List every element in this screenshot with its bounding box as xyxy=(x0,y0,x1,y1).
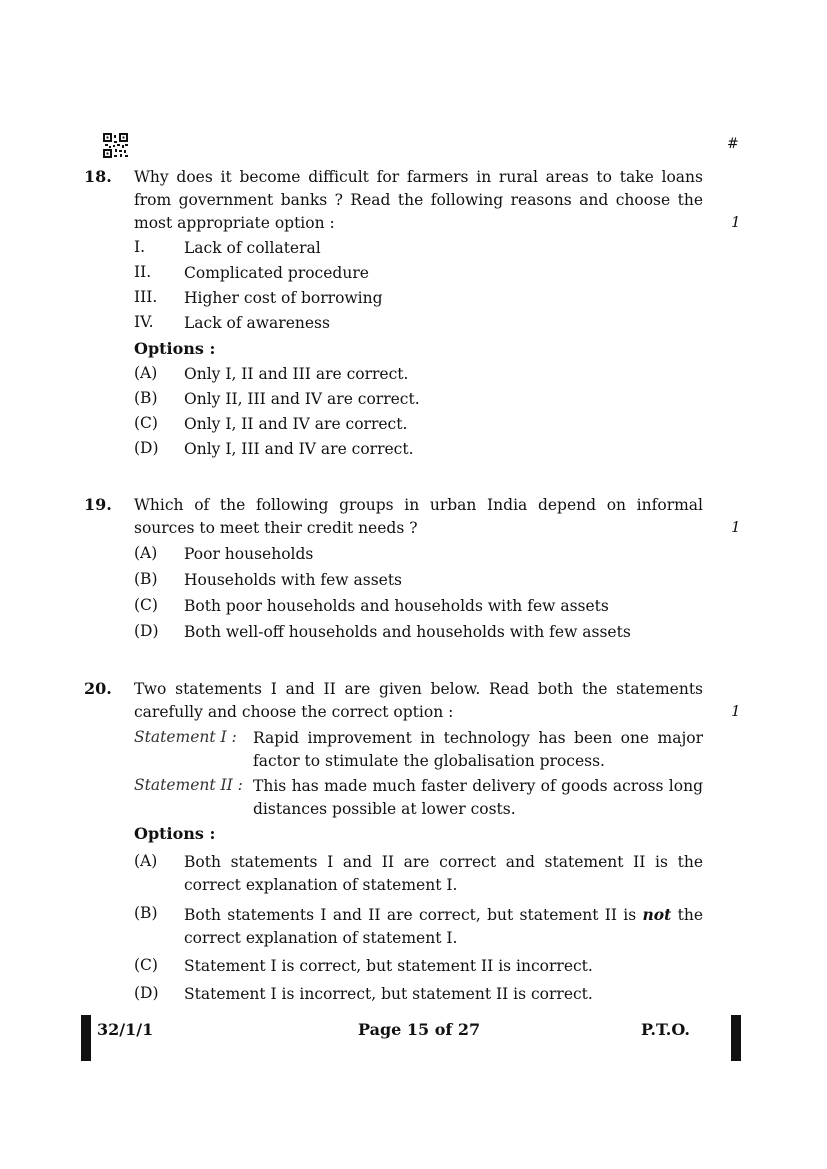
statement-text: This has made much faster delivery of goods across long distances possible at lower costs. xyxy=(253,777,703,818)
emphasis-not: not xyxy=(642,905,672,924)
option-text: Statement I is correct, but statement II is incorrect. xyxy=(184,957,593,975)
question-marks: 1 xyxy=(731,518,741,536)
question-number: 20. xyxy=(84,679,112,698)
options-heading: Options : xyxy=(134,824,216,843)
page-marker: # xyxy=(727,136,739,152)
option-text: Only II, III and IV are correct. xyxy=(184,390,420,408)
option-text: Only I, II and IV are correct. xyxy=(184,415,408,433)
option-label: (C) xyxy=(134,414,158,432)
reason-text: Lack of collateral xyxy=(184,239,321,257)
option-label: (C) xyxy=(134,596,158,614)
statement-text: Rapid improvement in technology has been one major factor to stimulate the globalisation process. xyxy=(253,729,703,770)
reason-label: II. xyxy=(134,263,152,281)
page-number: Page 15 of 27 xyxy=(358,1020,481,1039)
option-label: (B) xyxy=(134,570,158,588)
reason-label: I. xyxy=(134,238,146,256)
option-label: (D) xyxy=(134,439,159,457)
option-text: Households with few assets xyxy=(184,571,403,589)
option-text: Only I, II and III are correct. xyxy=(184,365,409,383)
question-text: Why does it become difficult for farmers in rural areas to take loans from government banks ? Read the following reasons and choose the most appropriate option : xyxy=(134,168,703,232)
option-label: (B) xyxy=(134,904,158,922)
pto-label: P.T.O. xyxy=(641,1020,690,1039)
statement-label: Statement II : xyxy=(134,776,243,794)
paper-code: 32/1/1 xyxy=(97,1020,154,1039)
option-text: Both statements I and II are correct and statement II is the correct explanation of statement I. xyxy=(184,853,703,894)
reason-text: Complicated procedure xyxy=(184,264,369,282)
option-label: (D) xyxy=(134,984,159,1002)
question-text: Which of the following groups in urban India depend on informal sources to meet their credit needs ? xyxy=(134,496,703,537)
question-text: Two statements I and II are given below. Read both the statements carefully and choose the correct option : xyxy=(134,680,703,721)
reason-text: Lack of awareness xyxy=(184,314,330,332)
reason-text: Higher cost of borrowing xyxy=(184,289,383,307)
qr-code-icon xyxy=(103,133,129,159)
option-label: (A) xyxy=(134,544,158,562)
question-marks: 1 xyxy=(731,213,741,231)
question-number: 19. xyxy=(84,495,112,514)
options-heading: Options : xyxy=(134,339,216,358)
option-text: Both well-off households and households with few assets xyxy=(184,623,631,641)
option-text-part: the correct explanation of statement I. xyxy=(184,906,704,947)
footer-right-bar xyxy=(731,1015,741,1061)
option-label: (D) xyxy=(134,622,159,640)
option-label: (B) xyxy=(134,389,158,407)
option-text: Poor households xyxy=(184,545,314,563)
question-marks: 1 xyxy=(731,702,741,720)
option-text: Statement I is incorrect, but statement II is correct. xyxy=(184,985,593,1003)
reason-label: IV. xyxy=(134,313,154,331)
option-text xyxy=(184,903,703,950)
option-text: Only I, III and IV are correct. xyxy=(184,440,414,458)
option-label: (A) xyxy=(134,364,158,382)
option-label: (C) xyxy=(134,956,158,974)
option-text-part: Both statements I and II are correct, but statement II is xyxy=(184,906,643,924)
option-label: (A) xyxy=(134,852,158,870)
question-number: 18. xyxy=(84,167,112,186)
footer-left-bar xyxy=(81,1015,91,1061)
option-text: Both poor households and households with few assets xyxy=(184,597,609,615)
reason-label: III. xyxy=(134,288,158,306)
statement-label: Statement I : xyxy=(134,728,237,746)
